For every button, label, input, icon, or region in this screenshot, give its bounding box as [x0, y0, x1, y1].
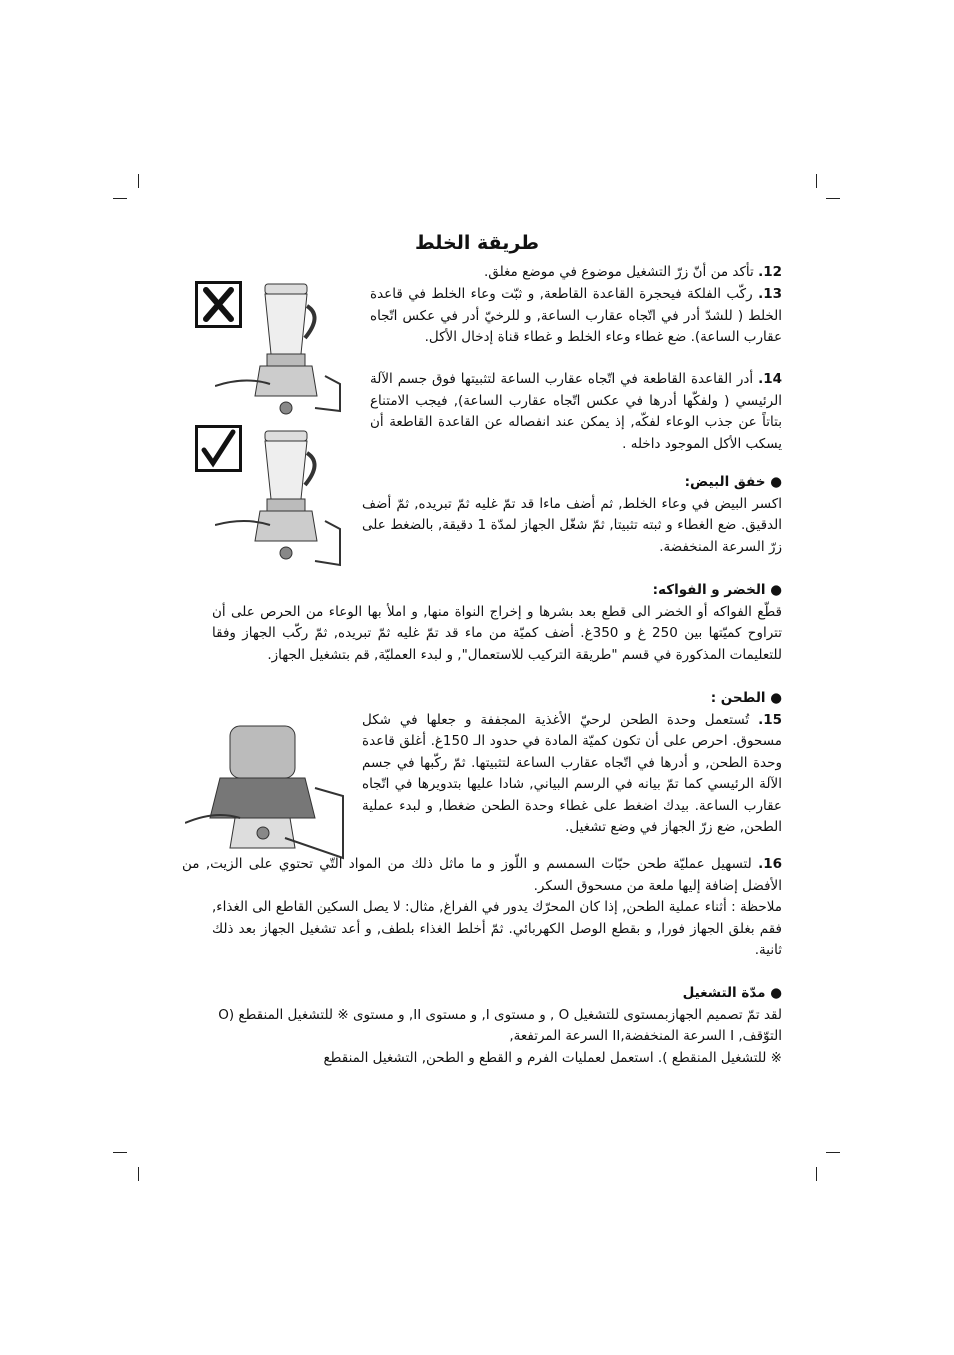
vegetables-section [212, 580, 782, 666]
step-number: 16. [758, 856, 782, 872]
page-title: طريقة الخلط [414, 232, 540, 254]
eggs-heading-text: خفق البيض: [684, 474, 766, 490]
crop-mark [826, 1152, 840, 1153]
duration-heading: ● مدّة التشغيل [682, 985, 782, 1001]
vegetables-text: قطّع الفواكه أو الخضر الى قطع بعد بشرها و إخراج النواة منها, و املأ بها الوعاء من الحرص على أن تتراوح كميّتها بين 250 غ و 350غ. أضف كميّة من ماء قد تمّ غليه ثمّ تبريده, ثمّ ركّب الجهاز وفقا للتعليمات المذكورة في قسم "طريقة التركيب للاستعمال", و لبدء العمليّة, قم بتشغيل الجهاز. [212, 603, 782, 663]
blender-correct-illustration [215, 425, 365, 570]
duration-line: التوّقف, I السرعة المنخفضة,II السرعة المرتفعة, [509, 1028, 782, 1044]
step-text: أدر القاعدة القاطعة في اتّجاه عقارب الساعة لتثبيتها فوق جسم الآلة الرئيسي ( ولفكّها أدرها في عكس اتّجاه عقارب الساعة), فيجب الامتناع بتاتاً عن جذب الوعاء لفكّه, إذ يمكن عند انفصاله عن القاعدة القاطعة أن يسكب الأكل الموجود داخله . [370, 371, 782, 452]
step-number: 12. [758, 264, 782, 280]
grinder-illustration [185, 718, 355, 873]
eggs-text: اكسر البيض في وعاء الخلط, ثم أضف ماءا قد تمّ غليه ثمّ تبريده, ثمّ أضف الدقيق. ضع الغطاء و ثبته تثبيتا, ثمّ شغّل الجهاز لمدّة 1 دقيقة, بالضغط على زرّ السرعة المنخفضة. [362, 495, 782, 555]
step-number: 14. [758, 371, 782, 387]
duration-section [162, 983, 782, 1069]
grinding-heading-text: الطحن : [710, 690, 766, 706]
step-number: 15. [758, 711, 782, 728]
crop-mark [113, 198, 127, 199]
step-14 [370, 369, 782, 455]
duration-line: لقد تمّ تصميم الجهازبمستوى للتشغيل O , و مستوى I, و مستوى II, و مستوى ※ للتشغيل المنقطع (O [218, 1006, 782, 1023]
crop-mark [138, 174, 139, 188]
crop-mark [816, 174, 817, 188]
eggs-heading: ● خفق البيض: [684, 474, 782, 490]
eggs-section [362, 472, 782, 558]
step-text: ركّب الفلكة فيحجرة القاعدة القاطعة, و ثبّت وعاء الخلط في قاعدة الخلط ( للشدّ أدر في اتّجاه عقارب الساعة, و للرخيّ أدر في عكس اتّجاه عقارب الساعة). ضع غطاء وعاء الخلط و غطاء قناة إدخال الأكل. [370, 286, 782, 345]
grinding-note: ملاحظة : أثناء عملية الطحن, إذا كان المحرّك يدور في الفراغ, مثال: لا يصل السكين القاطع الى الغذاء, فقم بغلق الجهاز فورا, و بقطع الوصل الكهربائي. ثمّ أخلط الغذاء بلطف, و أعد تشغيل الجهاز بعد ذلك ثانية. [212, 899, 782, 958]
step-13 [370, 284, 782, 349]
vegetables-heading-text: الخضر و الفواكه: [652, 582, 766, 598]
step-text: تأكد من أنّ زرّ التشغيل موضوع في موضع مغلق. [484, 264, 754, 280]
grinding-heading: ● الطحن : [710, 690, 782, 706]
step-text: لتسهيل عمليّة طحن حبّات السمسم و اللّوز و ما ماثل ذلك من المواد التّي تحتوي على الزيت, من الأفضل إضافة إليها ملعة من مسحوق السكر. [182, 856, 782, 894]
step-number: 13. [758, 286, 782, 302]
crop-mark [826, 198, 840, 199]
step-text: تُستعمل وحدة الطحن لرحيّ الأغذية المجففة و جعلها في شكل مسحوق. احرص على أن تكون كميّة المادة في حدود الـ 150غ. أغلق قاعدة وحدة الطحن, و أدرها في اتّجاه عقارب الساعة لتثبيتها. ثمّ ركّبها في جسم الآلة الرئيسي كما تمّ بيانه في الرسم البياني, شادا عليها بتدويرها في اتّجاه عقارب الساعة. بيدك اضغط على غطاء وحدة الطحن ضغطا, و لبدء عملية الطحن, ضع زرّ الجهاز في وضع تشغيل. [362, 711, 782, 835]
duration-heading-text: مدّة التشغيل [682, 985, 766, 1001]
vegetables-heading: ● الخضر و الفواكه: [652, 582, 782, 598]
blender-wrong-illustration [215, 276, 365, 421]
step-16 [182, 854, 782, 897]
duration-line: ※ للتشغيل المنقطع ). استعمل لعمليات الفرم و القطع و الطحن, التشغيل المنقطع [323, 1049, 782, 1066]
step-15 [362, 710, 782, 839]
crop-mark [816, 1167, 817, 1181]
grinding-section [362, 688, 782, 839]
crop-mark [138, 1167, 139, 1181]
step-12 [362, 262, 782, 284]
crop-mark [113, 1152, 127, 1153]
